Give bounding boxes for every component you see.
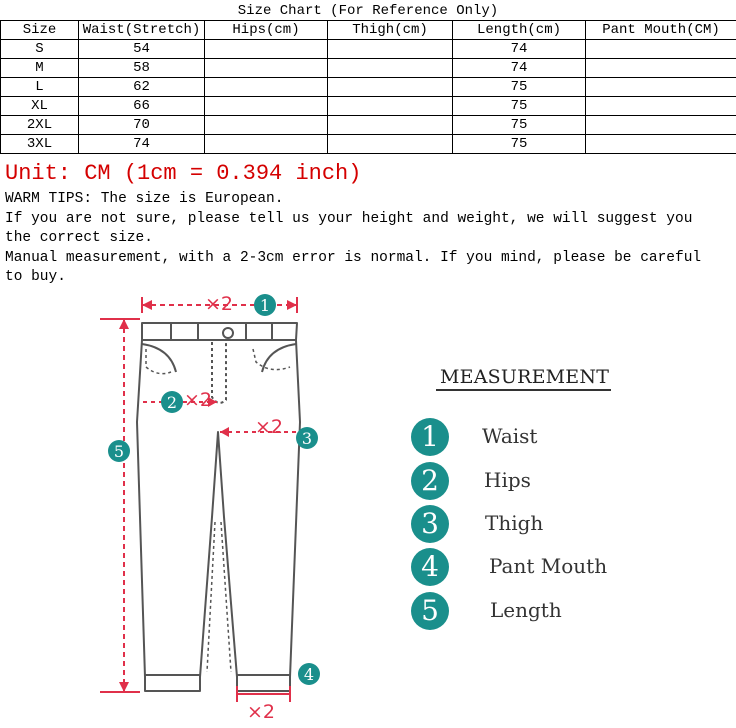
header-length: Length(cm) — [453, 21, 586, 40]
times-two-label: ×2 — [255, 416, 284, 438]
cell-thigh — [328, 40, 453, 59]
legend-number-badge: 3 — [411, 505, 449, 543]
table-row — [1, 135, 736, 154]
cell-waist: 66 — [79, 97, 205, 116]
measurement-heading: MEASUREMENT — [436, 366, 611, 391]
cell-waist: 70 — [79, 116, 205, 135]
marker-number: 5 — [113, 442, 125, 461]
times-two-label: ×2 — [205, 293, 234, 315]
cell-pant-mouth — [586, 59, 736, 78]
header-waist: Waist(Stretch) — [79, 21, 205, 40]
cell-waist: 74 — [79, 135, 205, 154]
marker-length — [108, 440, 130, 462]
header-size: Size — [1, 21, 79, 40]
marker-thigh — [296, 427, 318, 449]
cell-hips — [205, 116, 328, 135]
cell-pant-mouth — [586, 40, 736, 59]
marker-hips — [161, 391, 183, 413]
marker-number: 2 — [166, 393, 178, 412]
cell-length: 74 — [453, 40, 586, 59]
tips-line: to buy. — [5, 269, 66, 285]
cell-hips — [205, 40, 328, 59]
legend-label: Hips — [484, 468, 531, 492]
tips-line: WARM TIPS: The size is European. — [5, 191, 284, 207]
table-row — [1, 40, 736, 59]
cell-hips — [205, 78, 328, 97]
marker-mouth — [298, 663, 320, 685]
cell-size: 2XL — [1, 116, 79, 135]
legend-number-badge: 1 — [411, 418, 449, 456]
cell-length: 74 — [453, 59, 586, 78]
table-row — [1, 59, 736, 78]
cell-pant-mouth — [586, 78, 736, 97]
cell-length: 75 — [453, 78, 586, 97]
legend-label: Pant Mouth — [489, 554, 608, 578]
size-table — [0, 20, 736, 154]
cell-size: M — [1, 59, 79, 78]
tips-block — [5, 190, 733, 288]
cell-pant-mouth — [586, 116, 736, 135]
table-row — [1, 97, 736, 116]
header-pant-mouth: Pant Mouth(CM) — [586, 21, 736, 40]
tips-line: If you are not sure, please tell us your height and weight, we will suggest you — [5, 210, 693, 227]
times-two-label: ×2 — [184, 389, 213, 411]
cell-hips — [205, 135, 328, 154]
marker-waist — [254, 294, 276, 316]
cell-size: L — [1, 78, 79, 97]
cell-length: 75 — [453, 116, 586, 135]
legend-label: Thigh — [485, 511, 544, 535]
times-two-label: ×2 — [247, 701, 276, 723]
cell-thigh — [328, 59, 453, 78]
cell-hips — [205, 59, 328, 78]
cell-thigh — [328, 135, 453, 154]
cell-pant-mouth — [586, 97, 736, 116]
cell-pant-mouth — [586, 135, 736, 154]
header-hips: Hips(cm) — [205, 21, 328, 40]
cell-length: 75 — [453, 97, 586, 116]
marker-number: 4 — [303, 665, 315, 684]
marker-number: 3 — [301, 429, 313, 448]
cell-waist: 54 — [79, 40, 205, 59]
cell-waist: 62 — [79, 78, 205, 97]
legend-number-badge: 4 — [411, 548, 449, 586]
pants-outline — [137, 323, 300, 691]
marker-number: 1 — [259, 296, 271, 315]
cell-length: 75 — [453, 135, 586, 154]
table-row — [1, 116, 736, 135]
chart-title: Size Chart (For Reference Only) — [237, 3, 499, 19]
header-thigh: Thigh(cm) — [328, 21, 453, 40]
table-row — [1, 78, 736, 97]
legend-number-badge: 2 — [411, 462, 449, 500]
unit-note: Unit: CM (1cm = 0.394 inch) — [5, 161, 362, 186]
legend-label: Length — [490, 598, 562, 622]
cell-thigh — [328, 97, 453, 116]
cell-waist: 58 — [79, 59, 205, 78]
cell-size: XL — [1, 97, 79, 116]
cell-thigh — [328, 78, 453, 97]
tips-line: the correct size. — [5, 230, 153, 246]
legend-number-badge: 5 — [411, 592, 449, 630]
tips-line: Manual measurement, with a 2-3cm error is normal. If you mind, please be careful — [5, 249, 702, 266]
cell-hips — [205, 97, 328, 116]
cell-size: 3XL — [1, 135, 79, 154]
cell-size: S — [1, 40, 79, 59]
legend-label: Waist — [482, 424, 538, 448]
table-header-row — [1, 21, 736, 40]
cell-thigh — [328, 116, 453, 135]
pants-diagram — [0, 282, 736, 728]
